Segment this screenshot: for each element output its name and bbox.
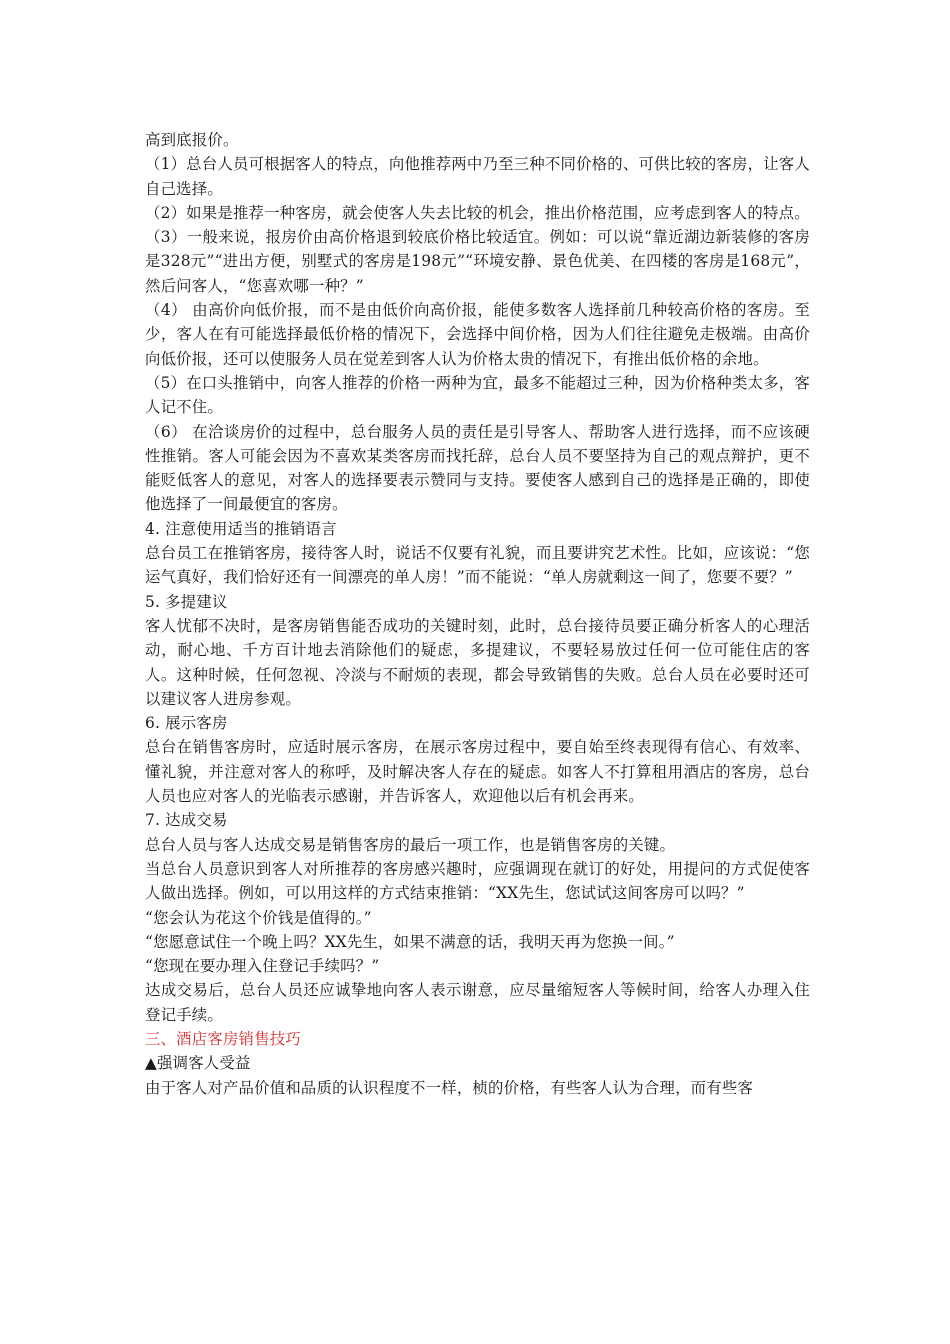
paragraph: 客人忧郁不决时，是客房销售能否成功的关键时刻，此时，总台接待员要正确分析客人的心理活动，耐心地、千方百计地去消除他们的疑虑，多提建议，不要轻易放过任何一位可能住店的客人。这种时候，任何忽视、冷淡与不耐烦的表现，都会导致销售的失败。总台人员在必要时还可以建议客人进房参观。 xyxy=(145,616,810,708)
paragraph: 总台在销售客房时，应适时展示客房，在展示客房过程中，要自始至终表现得有信心、有效率、懂礼貌，并注意对客人的称呼，及时解决客人存在的疑虑。如客人不打算租用酒店的客房，总台人员也应对客人的光临表示感谢，并告诉客人，欢迎他以后有机会再来。 xyxy=(145,738,810,806)
quote-line: “您现在要办理入住登记手续吗？” xyxy=(145,957,380,976)
paragraph: 总台员工在推销客房，接待客人时，说话不仅要有礼貌，而且要讲究艺术性。比如，应该说：“您运气真好，我们恰好还有一间漂亮的单人房！”而不能说：“单人房就剩这一间了，您要不要？” xyxy=(145,544,810,587)
paragraph: （4） 由高价向低价报，而不是由低价向高价报，能使多数客人选择前几种较高价格的客房。至少，客人在有可能选择最低价格的情况下，会选择中间价格，因为人们往往避免走极端。由高价向低价报，还可以使服务人员在觉差到客人认为价格太贵的情况下，有推出低价格的余地。 xyxy=(145,301,810,368)
paragraph: 达成交易后，总台人员还应诚挚地向客人表示谢意，应尽量缩短客人等候时间，给客人办理入住登记手续。 xyxy=(145,981,810,1024)
section-heading: 4. 注意使用适当的推销语言 xyxy=(145,519,337,538)
quote-line: “您愿意试住一个晚上吗？XX先生，如果不满意的话，我明天再为您换一间。” xyxy=(145,932,675,951)
paragraph: 当总台人员意识到客人对所推荐的客房感兴趣时，应强调现在就订的好处，用提问的方式促使客人做出选择。例如，可以用这样的方式结束推销：“XX先生，您试试这间客房可以吗？” xyxy=(145,859,810,903)
section-heading: 6. 展示客房 xyxy=(145,714,228,733)
document-page xyxy=(145,128,810,1100)
quote-line: “您会认为花这个价钱是值得的。” xyxy=(145,908,372,927)
paragraph: （1）总台人员可根据客人的特点，向他推荐两中乃至三种不同价格的、可供比较的客房，让客人自己选择。 xyxy=(145,155,810,198)
section-heading: 7. 达成交易 xyxy=(145,811,228,830)
paragraph: 总台人员与客人达成交易是销售客房的最后一项工作，也是销售客房的关键。 xyxy=(145,835,676,854)
paragraph: 高到底报价。 xyxy=(145,131,239,149)
paragraph: （6） 在洽谈房价的过程中，总台服务人员的责任是引导客人、帮助客人进行选择，而不应该硬性推销。客人可能会因为不喜欢某类客房而找托辞，总台人员不要坚持为自己的观点辩护，更不能贬低客人的意见，对客人的选择要表示赞同与支持。要使客人感到自己的选择是正确的，即使他选择了一间最便宜的客房。 xyxy=(145,422,810,514)
subheading: ▲强调客人受益 xyxy=(145,1054,251,1073)
paragraph: （3）一般来说，报房价由高价格退到较底价格比较适宜。例如：可以说“靠近湖边新装修的客房是328元”“进出方便，别墅式的客房是198元”“环境安静、景色优美、在四楼的客房是168元”，然后问客人，“您喜欢哪一种？” xyxy=(145,228,810,295)
paragraph: （5）在口头推销中，向客人推荐的价格一两种为宜，最多不能超过三种，因为价格种类太多，客人记不住。 xyxy=(145,373,810,417)
paragraph: （2）如果是推荐一种客房，就会使客人失去比较的机会，推出价格范围，应考虑到客人的特点。 xyxy=(145,203,810,222)
paragraph: 由于客人对产品价值和品质的认识程度不一样，桢的价格，有些客人认为合理，而有些客 xyxy=(145,1078,754,1097)
section-heading: 5. 多提建议 xyxy=(145,592,228,611)
chapter-heading: 三、酒店客房销售技巧 xyxy=(145,1029,301,1048)
